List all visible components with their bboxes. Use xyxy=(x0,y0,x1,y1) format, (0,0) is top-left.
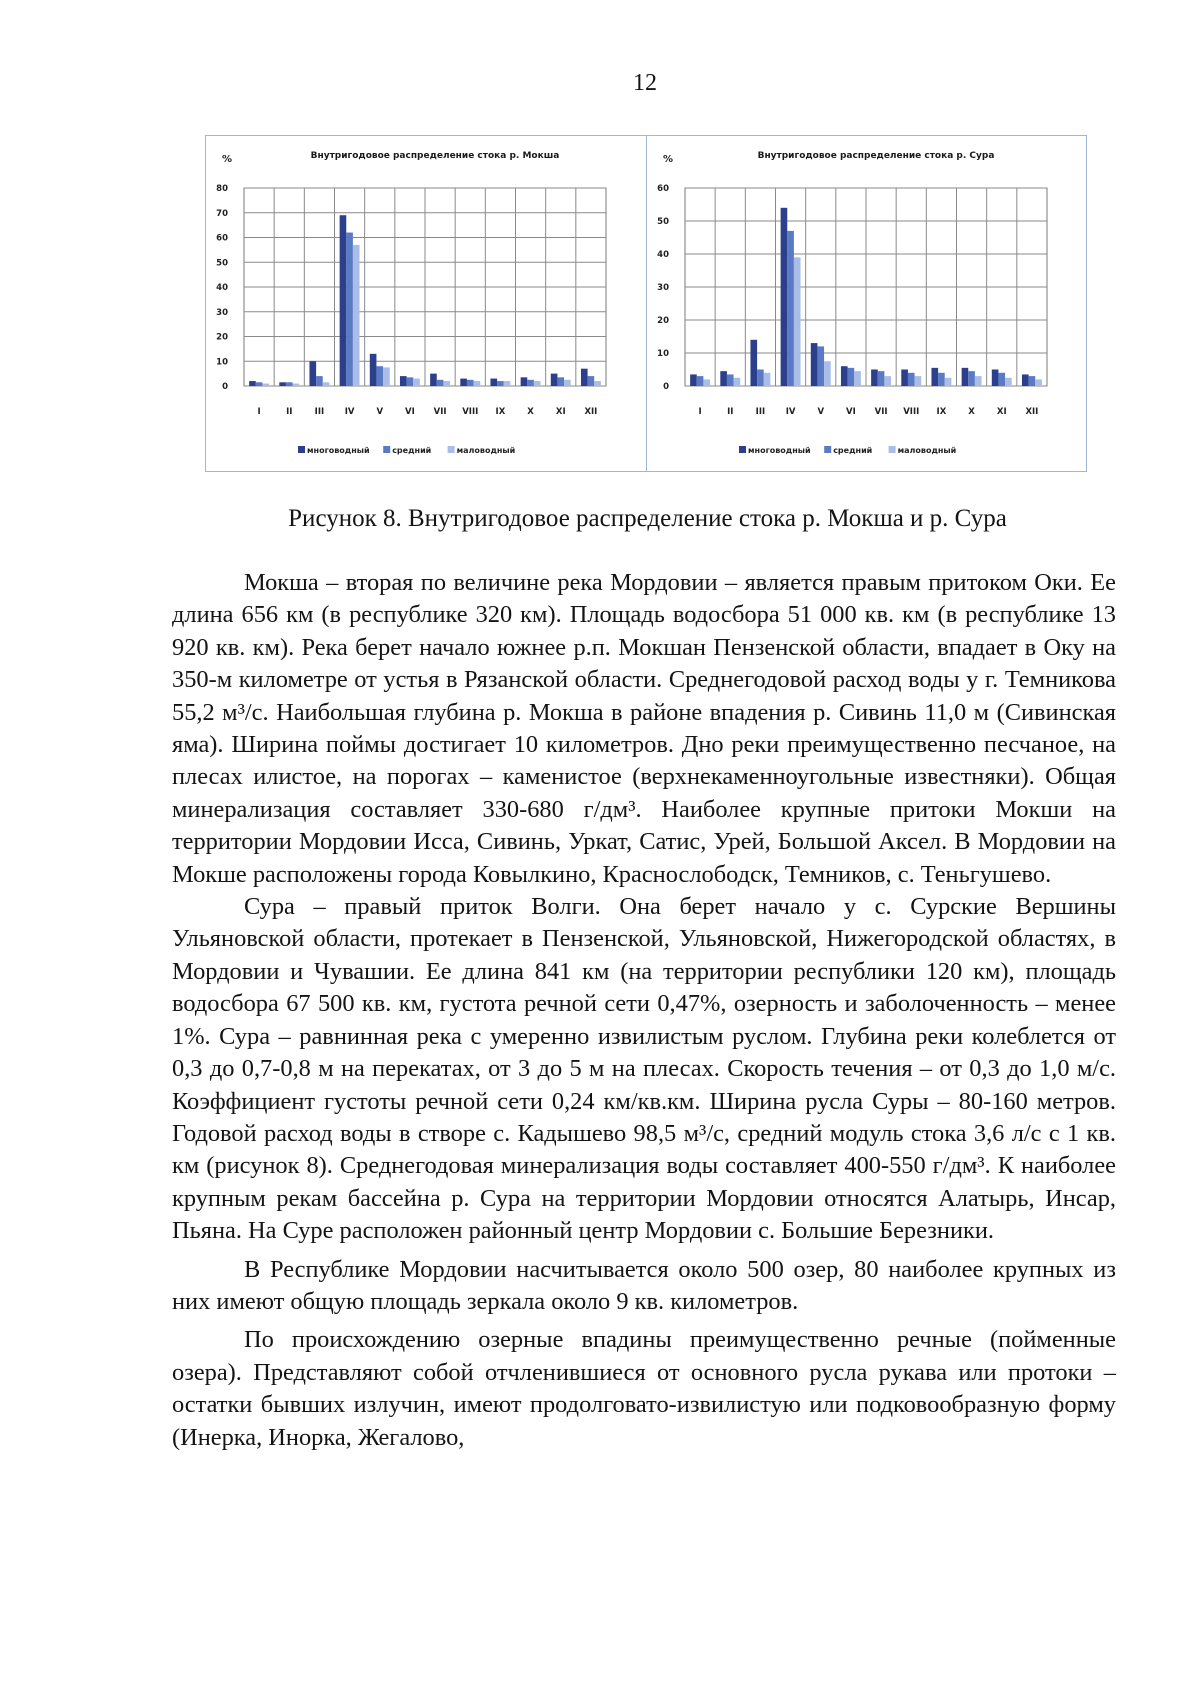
bar xyxy=(938,373,945,386)
bar xyxy=(407,377,414,386)
legend-label: многоводный xyxy=(307,446,370,455)
y-tick-label: 50 xyxy=(657,217,669,227)
paragraph-lake-origin: По происхождению озерные впадины преимущественно речные (пойменные озера). Представляют собой отчленившиеся от основного русла рукава или протоки – остатки бывших излучин, имеют продолговато-извилистую или подковообразную форму (Инерка, Инорка, Жегалово, xyxy=(172,1326,1116,1451)
bar xyxy=(1022,374,1029,386)
bar xyxy=(490,379,497,386)
legend-label: многоводный xyxy=(748,446,811,455)
bar xyxy=(992,370,999,387)
bar xyxy=(249,381,256,386)
y-tick-label: 80 xyxy=(216,184,228,194)
bar xyxy=(690,374,697,386)
chart-title: Внутригодовое распределение стока р. Сура xyxy=(757,151,995,161)
bar xyxy=(817,346,824,386)
bar xyxy=(594,381,601,386)
bar xyxy=(293,384,300,386)
legend-swatch xyxy=(824,446,831,453)
bar xyxy=(720,371,727,386)
legend-swatch xyxy=(383,446,390,453)
bar xyxy=(878,371,885,386)
x-tick-label: IV xyxy=(344,407,355,417)
x-tick-label: II xyxy=(286,407,293,417)
bar xyxy=(787,231,794,386)
page-number: 12 xyxy=(633,70,657,96)
x-tick-label: X xyxy=(527,407,534,417)
bar xyxy=(727,374,734,386)
x-tick-label: II xyxy=(727,407,734,417)
x-tick-label: XII xyxy=(584,407,598,417)
bar xyxy=(370,354,377,386)
bar xyxy=(945,378,952,386)
bar xyxy=(1005,378,1012,386)
x-tick-label: VIII xyxy=(462,407,479,417)
y-tick-label: 30 xyxy=(657,283,669,293)
bar xyxy=(383,367,390,386)
bar xyxy=(588,376,595,386)
bar xyxy=(309,361,316,386)
bar xyxy=(400,376,407,386)
y-tick-label: 0 xyxy=(663,382,669,392)
y-tick-label: 10 xyxy=(216,357,228,368)
x-tick-label: VI xyxy=(846,407,856,417)
bar xyxy=(703,379,710,386)
legend-label: маловодный xyxy=(897,446,957,455)
x-tick-label: XII xyxy=(1025,407,1039,417)
x-tick-label: III xyxy=(755,407,766,417)
bar xyxy=(750,340,757,386)
chart-sura xyxy=(646,136,1086,471)
bar xyxy=(841,366,848,386)
bar xyxy=(757,370,764,387)
bar xyxy=(430,374,437,386)
bar xyxy=(764,373,771,386)
bar xyxy=(437,380,444,386)
y-tick-label: 0 xyxy=(222,382,228,392)
x-tick-label: IV xyxy=(785,407,796,417)
bar xyxy=(734,378,741,386)
x-tick-label: V xyxy=(817,407,825,417)
y-unit-label: % xyxy=(663,154,674,165)
bar xyxy=(794,257,801,386)
bar xyxy=(443,381,450,386)
legend-label: маловодный xyxy=(456,446,516,455)
chart-sura-svg xyxy=(647,136,1087,471)
x-tick-label: VI xyxy=(405,407,415,417)
bar xyxy=(413,379,420,386)
y-tick-label: 60 xyxy=(657,184,669,194)
bar xyxy=(521,377,528,386)
legend-swatch xyxy=(448,446,455,453)
bar xyxy=(474,381,481,386)
legend-swatch xyxy=(739,446,746,453)
bar xyxy=(901,370,908,387)
bar xyxy=(340,215,347,386)
x-tick-label: III xyxy=(314,407,325,417)
chart-moksha xyxy=(206,136,646,471)
bar xyxy=(884,376,891,386)
bar xyxy=(557,377,564,386)
bar xyxy=(931,368,938,386)
bar xyxy=(504,381,511,386)
x-tick-label: VII xyxy=(433,407,447,417)
bar xyxy=(527,380,534,386)
bar xyxy=(262,384,269,386)
bar xyxy=(323,382,330,386)
bar xyxy=(376,366,383,386)
bar xyxy=(871,370,878,387)
bar xyxy=(551,374,558,386)
figure-caption: Рисунок 8. Внутригодовое распределение стока р. Мокша и р. Сура xyxy=(288,505,1007,532)
bar xyxy=(697,376,704,386)
figure xyxy=(205,135,1087,472)
bar xyxy=(1029,376,1036,386)
paragraph-moksha: Мокша – вторая по величине река Мордовии – является правым притоком Оки. Ее длина 656 км (в республике 320 км). Площадь водосбора 51 000 кв. км (в республике 13 920 кв. км). Река берет начало южнее р.п. Мокшан Пензенской области, впадает в Оку на 350-м километре от устья в Рязанской области. Среднегодовой расход воды у г. Темникова 55,2 м³/с. Наибольшая глубина р. Мокша в районе впадения р. Сивинь 11,0 м (Сивинская яма). Ширина поймы достигает 10 километров. Дно реки преимущественно песчаное, на плесах илистое, на порогах – каменистое (верхнекаменноугольные известняки). Общая минерализация составляет 330-680 г/дм³. Наиболее крупные притоки Мокши на территории Мордовии Исса, Сивинь, Уркат, Сатис, Урей, Большой Аксел. В Мордовии на Мокше расположены города Ковылкино, Краснослободск, Темников, с. Теньгушево. xyxy=(172,569,1116,888)
legend-label: средний xyxy=(392,446,432,455)
y-tick-label: 20 xyxy=(657,316,669,326)
bar xyxy=(968,371,975,386)
bar xyxy=(353,245,360,386)
legend-swatch xyxy=(298,446,305,453)
legend-label: средний xyxy=(833,446,873,455)
x-tick-label: I xyxy=(698,407,702,417)
x-tick-label: X xyxy=(968,407,975,417)
bar xyxy=(998,373,1005,386)
x-tick-label: XI xyxy=(555,407,566,417)
y-tick-label: 30 xyxy=(216,307,228,318)
bar xyxy=(854,371,861,386)
legend-swatch xyxy=(889,446,896,453)
bar xyxy=(848,368,855,386)
bar xyxy=(975,376,982,386)
y-tick-label: 40 xyxy=(657,250,669,260)
bar xyxy=(811,343,818,386)
bar xyxy=(781,208,788,386)
chart-title: Внутригодовое распределение стока р. Мокша xyxy=(310,151,560,161)
y-tick-label: 70 xyxy=(216,208,228,219)
bar xyxy=(962,368,969,386)
body-text xyxy=(172,567,1116,1454)
bar xyxy=(564,380,571,386)
paragraph-lakes: В Республике Мордовии насчитывается около 500 озер, 80 наиболее крупных из них имеют общую площадь зеркала около 9 кв. километров. xyxy=(172,1255,1116,1315)
bar xyxy=(908,373,915,386)
y-unit-label: % xyxy=(222,154,233,165)
bar xyxy=(346,233,353,386)
bar xyxy=(256,382,263,386)
chart-moksha-svg xyxy=(206,136,646,471)
x-tick-label: VIII xyxy=(903,407,920,417)
paragraph-sura: Сура – правый приток Волги. Она берет начало у с. Сурские Вершины Ульяновской области, протекает в Пензенской, Ульяновской, Нижегородской областях, в Мордовии и Чувашии. Ее длина 841 км (на территории республики 120 км), площадь водосбора 67 500 кв. км, густота речной сети 0,47%, озерность и заболоченность – менее 1%. Сура – равнинная река с умеренно извилистым руслом. Глубина реки колеблется от 0,3 до 0,7-0,8 м на перекатах, от 3 до 5 м на плесах. Скорость течения – от 0,3 до 1,0 м/с. Коэффициент густоты речной сети 0,24 км/кв.км. Ширина русла Суры – 80-160 метров. Годовой расход воды в створе с. Кадышево 98,5 м³/с, средний модуль стока 3,6 л/с с 1 кв. км (рисунок 8). Среднегодовая минерализация воды составляет 400-550 г/дм³. К наиболее крупным рекам бассейна р. Сура на территории Мордовии относятся Алатырь, Инсар, Пьяна. На Суре расположен районный центр Мордовии с. Большие Березники. xyxy=(172,893,1116,1245)
bar xyxy=(286,382,293,386)
bar xyxy=(316,376,323,386)
y-tick-label: 50 xyxy=(216,258,228,269)
bar xyxy=(460,379,467,386)
y-tick-label: 10 xyxy=(657,349,669,359)
y-tick-label: 60 xyxy=(216,233,228,244)
x-tick-label: I xyxy=(257,407,261,417)
bar xyxy=(497,381,504,386)
x-tick-label: IX xyxy=(495,407,506,417)
bar xyxy=(279,382,286,386)
bar xyxy=(467,380,474,386)
bar xyxy=(1035,379,1042,386)
bar xyxy=(534,381,541,386)
bar xyxy=(824,361,831,386)
y-tick-label: 40 xyxy=(216,283,228,293)
y-tick-label: 20 xyxy=(216,332,228,343)
x-tick-label: VII xyxy=(874,407,888,417)
x-tick-label: XI xyxy=(996,407,1007,417)
x-tick-label: V xyxy=(376,407,384,417)
bar xyxy=(581,369,588,386)
x-tick-label: IX xyxy=(936,407,947,417)
bar xyxy=(915,376,922,386)
